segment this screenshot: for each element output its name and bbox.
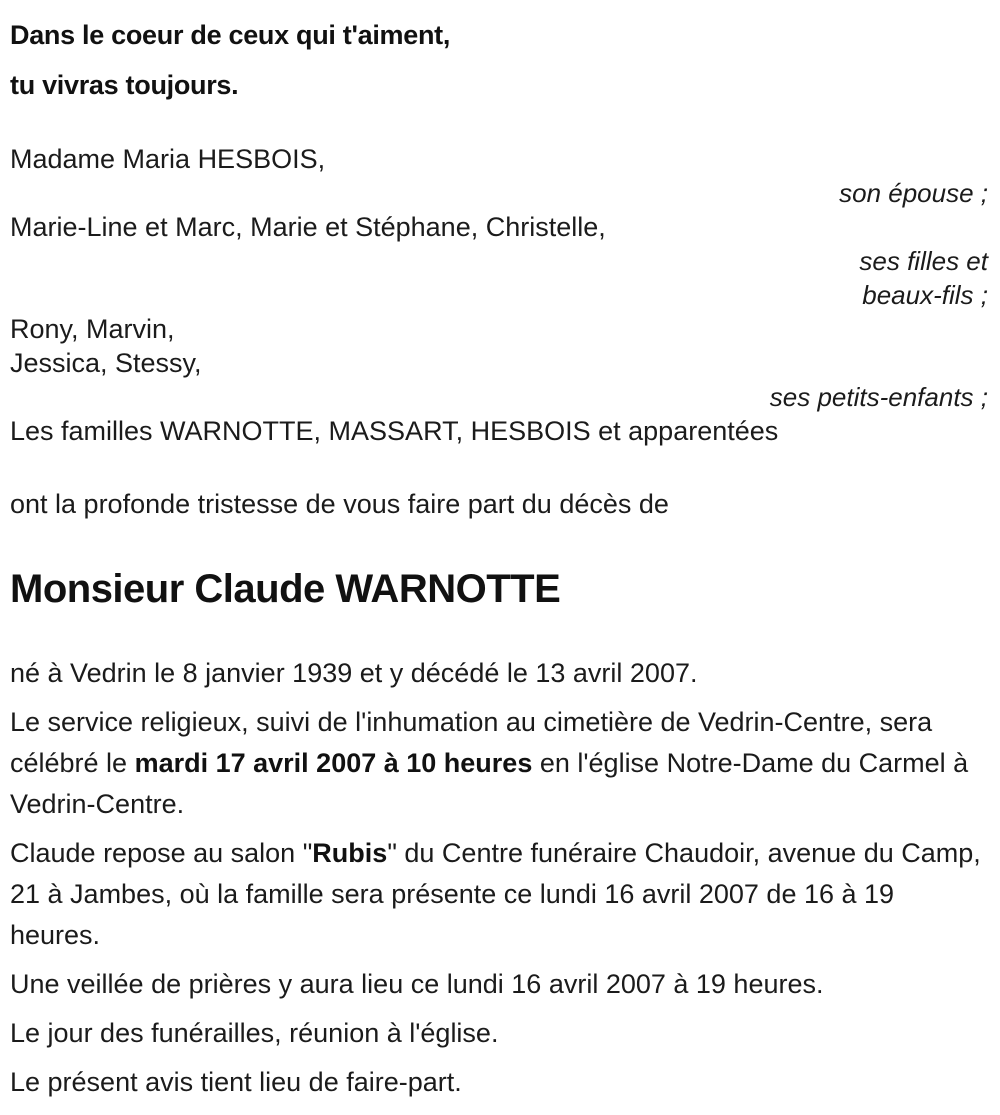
text-segment: Claude repose au salon " <box>10 838 313 868</box>
notice-paragraph-birth-death <box>10 653 988 694</box>
text-segment: Une veillée de prières y aura lieu ce lundi 16 avril 2007 à 19 heures. <box>10 969 824 999</box>
epigraph <box>10 10 988 110</box>
mourner-row: Marie-Line et Marc, Marie et Stéphane, Christelle, <box>10 212 606 242</box>
notice-paragraph-vigil <box>10 964 988 1005</box>
deceased-name-title: Monsieur Claude WARNOTTE <box>10 567 561 611</box>
mourner-row: Les familles WARNOTTE, MASSART, HESBOIS et apparentées <box>10 416 779 446</box>
notice-paragraph-reunion <box>10 1013 988 1054</box>
epigraph-line-1: Dans le coeur de ceux qui t'aiment, <box>10 20 451 50</box>
notice-paragraphs <box>10 653 988 1103</box>
relation-label: beaux-fils ; <box>862 280 988 310</box>
relation-label: ses petits-enfants ; <box>769 382 988 412</box>
text-segment: " du Centre funéraire Chaudoir, avenue du Camp, 21 à Jambes, où la famille sera présente ce lundi 16 avril 2007 de 16 à 19 heures. <box>10 838 981 950</box>
mourner-row: Jessica, Stessy, <box>10 348 202 378</box>
mourners-list <box>10 142 988 448</box>
text-segment: Rubis <box>312 838 388 868</box>
announcement-line: ont la profonde tristesse de vous faire part du décès de <box>10 489 669 519</box>
notice-paragraph-repose <box>10 833 988 956</box>
relation-label: son épouse ; <box>839 178 988 208</box>
epigraph-line-2: tu vivras toujours. <box>10 70 239 100</box>
text-segment: Le présent avis tient lieu de faire-part. <box>10 1067 462 1097</box>
mourner-row: Madame Maria HESBOIS, <box>10 144 326 174</box>
text-segment: Le jour des funérailles, réunion à l'église. <box>10 1018 499 1048</box>
mourner-row: Rony, Marvin, <box>10 314 175 344</box>
relation-label: ses filles et <box>859 246 988 276</box>
notice-paragraph-service <box>10 702 988 825</box>
text-segment: né à Vedrin le 8 janvier 1939 et y décédé le 13 avril 2007. <box>10 658 698 688</box>
text-segment: Le service religieux, suivi de l'inhumation au cimetière de Vedrin-Centre, sera célébré le <box>10 707 933 778</box>
text-segment: mardi 17 avril 2007 à 10 heures <box>134 748 533 778</box>
text-segment: en l'église Notre-Dame du Carmel à Vedrin-Centre. <box>10 748 969 819</box>
notice-paragraph-faire-part <box>10 1062 988 1103</box>
